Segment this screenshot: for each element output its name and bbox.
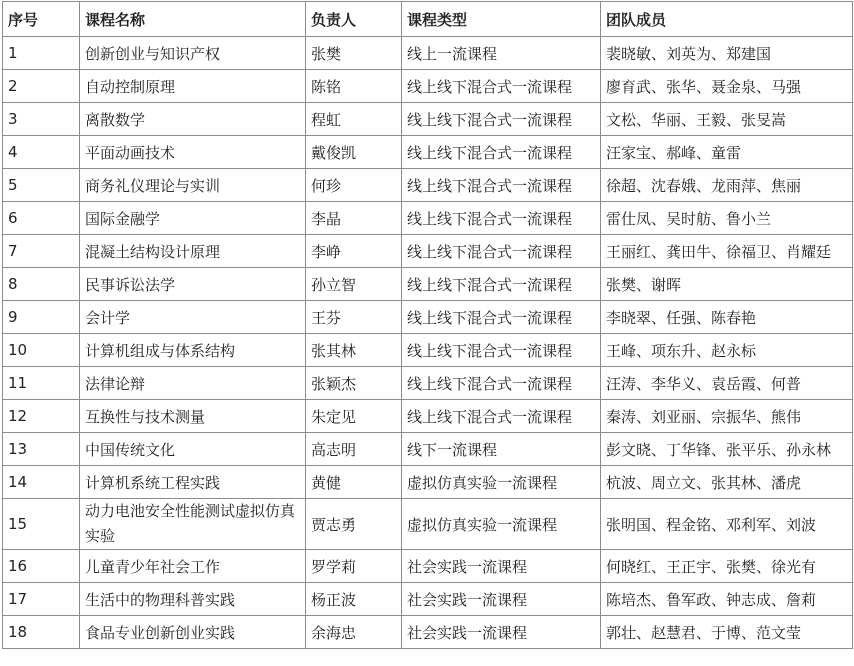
table-body bbox=[3, 37, 853, 649]
header-lead: 负责人 bbox=[306, 2, 402, 37]
cell-lead: 陈铭 bbox=[306, 70, 402, 103]
cell-team-members: 张明国、程金铭、邓利军、刘波 bbox=[601, 499, 853, 550]
cell-course-name: 儿童青少年社会工作 bbox=[80, 550, 306, 583]
cell-course-type: 线上线下混合式一流课程 bbox=[402, 103, 601, 136]
cell-course-type: 社会实践一流课程 bbox=[402, 616, 601, 649]
header-row bbox=[3, 2, 853, 37]
course-list-table bbox=[2, 1, 853, 649]
cell-course-type: 线上线下混合式一流课程 bbox=[402, 202, 601, 235]
cell-lead: 张颖杰 bbox=[306, 367, 402, 400]
cell-course-type: 线上线下混合式一流课程 bbox=[402, 367, 601, 400]
cell-team-members: 何晓红、王正宇、张樊、徐光有 bbox=[601, 550, 853, 583]
cell-course-name: 民事诉讼法学 bbox=[80, 268, 306, 301]
cell-team-members: 王丽红、龚田牛、徐福卫、肖耀廷 bbox=[601, 235, 853, 268]
cell-team-members: 彭文晓、丁华锋、张平乐、孙永林 bbox=[601, 433, 853, 466]
table-row bbox=[3, 235, 853, 268]
cell-course-name: 计算机组成与体系结构 bbox=[80, 334, 306, 367]
cell-team-members: 徐超、沈春娥、龙雨萍、焦丽 bbox=[601, 169, 853, 202]
table-row bbox=[3, 616, 853, 649]
cell-team-members: 张樊、谢晖 bbox=[601, 268, 853, 301]
cell-no: 7 bbox=[3, 235, 80, 268]
cell-course-name: 混凝土结构设计原理 bbox=[80, 235, 306, 268]
cell-no: 15 bbox=[3, 499, 80, 550]
table-row bbox=[3, 550, 853, 583]
cell-no: 2 bbox=[3, 70, 80, 103]
cell-course-name: 自动控制原理 bbox=[80, 70, 306, 103]
cell-no: 17 bbox=[3, 583, 80, 616]
cell-course-type: 线上线下混合式一流课程 bbox=[402, 235, 601, 268]
table-row bbox=[3, 136, 853, 169]
cell-no: 18 bbox=[3, 616, 80, 649]
cell-lead: 李峥 bbox=[306, 235, 402, 268]
cell-team-members: 汪家宝、郝峰、童雷 bbox=[601, 136, 853, 169]
cell-course-name: 食品专业创新创业实践 bbox=[80, 616, 306, 649]
cell-course-type: 线上线下混合式一流课程 bbox=[402, 169, 601, 202]
cell-course-type: 线下一流课程 bbox=[402, 433, 601, 466]
cell-course-name: 动力电池安全性能测试虚拟仿真实验 bbox=[80, 499, 306, 550]
cell-course-name: 法律论辩 bbox=[80, 367, 306, 400]
cell-course-name: 互换性与技术测量 bbox=[80, 400, 306, 433]
cell-lead: 王芬 bbox=[306, 301, 402, 334]
cell-course-name: 生活中的物理科普实践 bbox=[80, 583, 306, 616]
table-header bbox=[3, 2, 853, 37]
cell-team-members: 郭壮、赵慧君、于博、范文莹 bbox=[601, 616, 853, 649]
cell-no: 9 bbox=[3, 301, 80, 334]
cell-lead: 朱定见 bbox=[306, 400, 402, 433]
cell-no: 10 bbox=[3, 334, 80, 367]
table-row bbox=[3, 301, 853, 334]
course-list-table-container bbox=[2, 1, 852, 649]
table-row bbox=[3, 400, 853, 433]
table-row bbox=[3, 37, 853, 70]
cell-team-members: 秦涛、刘亚丽、宗振华、熊伟 bbox=[601, 400, 853, 433]
cell-team-members: 王峰、项东升、赵永标 bbox=[601, 334, 853, 367]
cell-course-name: 平面动画技术 bbox=[80, 136, 306, 169]
cell-course-name: 中国传统文化 bbox=[80, 433, 306, 466]
cell-course-name: 国际金融学 bbox=[80, 202, 306, 235]
cell-no: 8 bbox=[3, 268, 80, 301]
cell-lead: 李晶 bbox=[306, 202, 402, 235]
table-row bbox=[3, 103, 853, 136]
cell-team-members: 李晓翠、任强、陈春艳 bbox=[601, 301, 853, 334]
table-row bbox=[3, 70, 853, 103]
cell-no: 16 bbox=[3, 550, 80, 583]
cell-course-type: 线上一流课程 bbox=[402, 37, 601, 70]
cell-no: 11 bbox=[3, 367, 80, 400]
cell-course-type: 线上线下混合式一流课程 bbox=[402, 301, 601, 334]
cell-team-members: 陈培杰、鲁军政、钟志成、詹莉 bbox=[601, 583, 853, 616]
cell-no: 14 bbox=[3, 466, 80, 499]
table-row bbox=[3, 202, 853, 235]
cell-course-type: 线上线下混合式一流课程 bbox=[402, 400, 601, 433]
cell-no: 4 bbox=[3, 136, 80, 169]
cell-team-members: 杭波、周立文、张其林、潘虎 bbox=[601, 466, 853, 499]
cell-lead: 何珍 bbox=[306, 169, 402, 202]
cell-no: 12 bbox=[3, 400, 80, 433]
header-team-members: 团队成员 bbox=[601, 2, 853, 37]
cell-no: 5 bbox=[3, 169, 80, 202]
cell-course-type: 社会实践一流课程 bbox=[402, 550, 601, 583]
cell-team-members: 汪涛、李华义、袁岳霞、何普 bbox=[601, 367, 853, 400]
cell-course-name: 计算机系统工程实践 bbox=[80, 466, 306, 499]
cell-lead: 杨正波 bbox=[306, 583, 402, 616]
cell-lead: 戴俊凯 bbox=[306, 136, 402, 169]
table-row bbox=[3, 169, 853, 202]
cell-course-type: 线上线下混合式一流课程 bbox=[402, 70, 601, 103]
cell-lead: 余海忠 bbox=[306, 616, 402, 649]
cell-lead: 黄健 bbox=[306, 466, 402, 499]
cell-team-members: 雷仕凤、吴时舫、鲁小兰 bbox=[601, 202, 853, 235]
cell-team-members: 裴晓敏、刘英为、郑建国 bbox=[601, 37, 853, 70]
cell-lead: 高志明 bbox=[306, 433, 402, 466]
table-row bbox=[3, 433, 853, 466]
cell-course-type: 线上线下混合式一流课程 bbox=[402, 136, 601, 169]
cell-no: 13 bbox=[3, 433, 80, 466]
cell-course-type: 线上线下混合式一流课程 bbox=[402, 334, 601, 367]
cell-lead: 罗学莉 bbox=[306, 550, 402, 583]
table-row bbox=[3, 268, 853, 301]
cell-course-type: 虚拟仿真实验一流课程 bbox=[402, 499, 601, 550]
header-no: 序号 bbox=[3, 2, 80, 37]
cell-lead: 张樊 bbox=[306, 37, 402, 70]
cell-course-type: 线上线下混合式一流课程 bbox=[402, 268, 601, 301]
cell-no: 3 bbox=[3, 103, 80, 136]
cell-lead: 孙立智 bbox=[306, 268, 402, 301]
cell-no: 1 bbox=[3, 37, 80, 70]
header-course-name: 课程名称 bbox=[80, 2, 306, 37]
table-row bbox=[3, 499, 853, 550]
cell-course-name: 会计学 bbox=[80, 301, 306, 334]
cell-course-type: 社会实践一流课程 bbox=[402, 583, 601, 616]
table-row bbox=[3, 466, 853, 499]
cell-course-name: 商务礼仪理论与实训 bbox=[80, 169, 306, 202]
table-row bbox=[3, 334, 853, 367]
header-course-type: 课程类型 bbox=[402, 2, 601, 37]
cell-course-name: 创新创业与知识产权 bbox=[80, 37, 306, 70]
cell-no: 6 bbox=[3, 202, 80, 235]
cell-team-members: 文松、华丽、王毅、张旻嵩 bbox=[601, 103, 853, 136]
cell-team-members: 廖育武、张华、聂金泉、马强 bbox=[601, 70, 853, 103]
cell-lead: 张其林 bbox=[306, 334, 402, 367]
cell-course-name: 离散数学 bbox=[80, 103, 306, 136]
cell-course-type: 虚拟仿真实验一流课程 bbox=[402, 466, 601, 499]
cell-lead: 贾志勇 bbox=[306, 499, 402, 550]
table-row bbox=[3, 583, 853, 616]
table-row bbox=[3, 367, 853, 400]
cell-lead: 程虹 bbox=[306, 103, 402, 136]
